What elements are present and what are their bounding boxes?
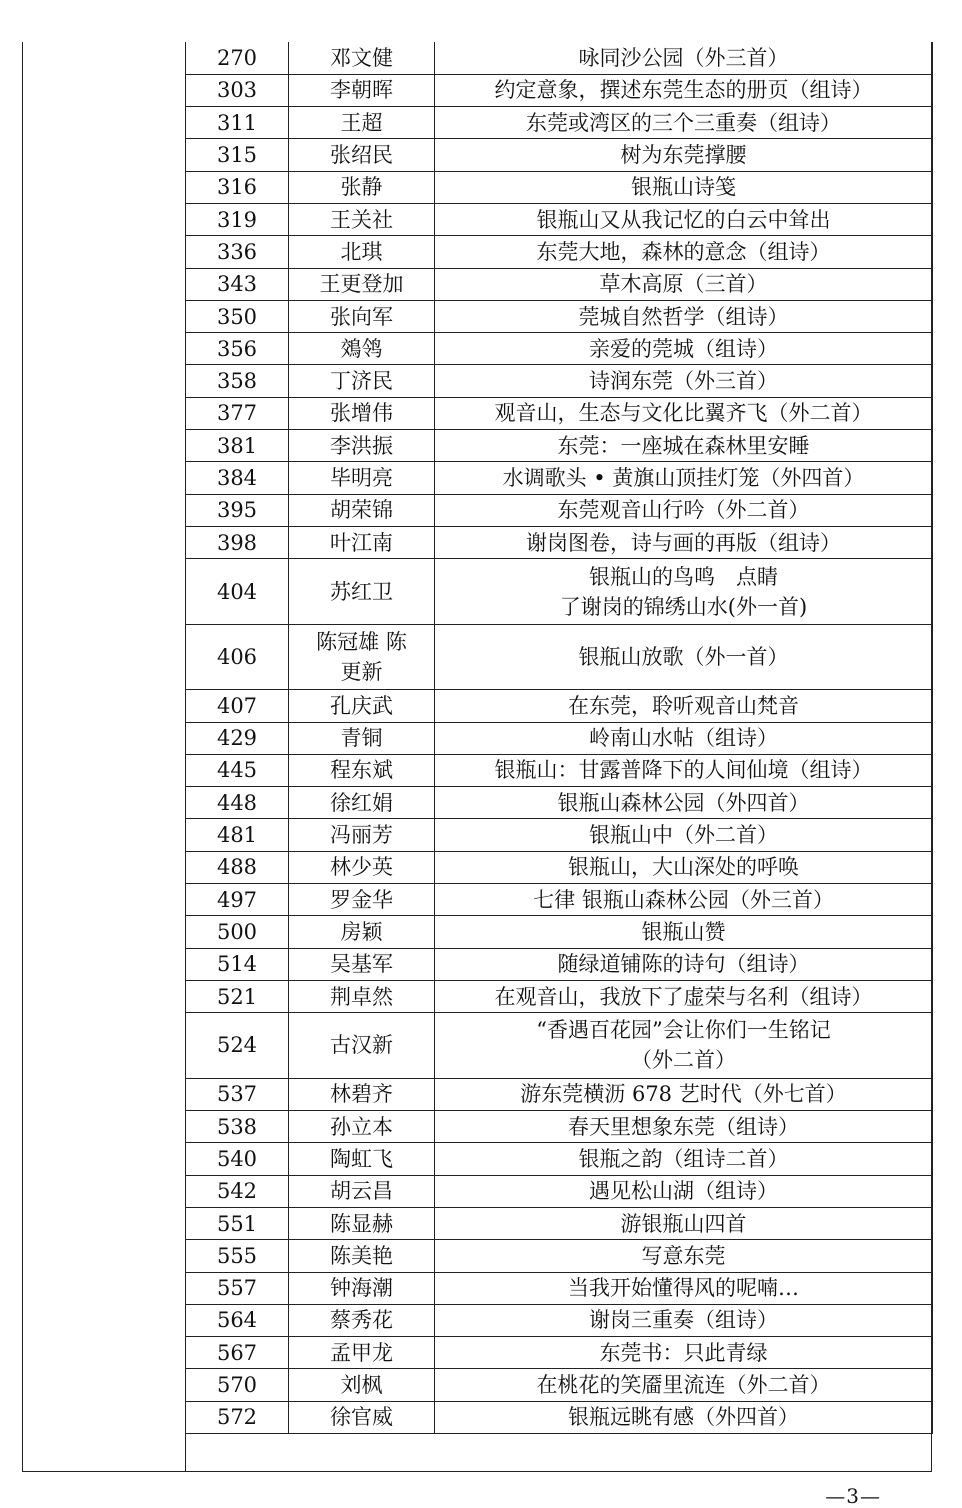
- work-title: [435, 1175, 933, 1207]
- table-row: [186, 365, 933, 397]
- work-title: [435, 787, 933, 819]
- author-name: [289, 1272, 435, 1304]
- author-name-text: 丁济民: [330, 369, 393, 394]
- entry-number-text: 497: [216, 887, 258, 912]
- author-name: [289, 494, 435, 526]
- entry-number-text: 384: [216, 466, 258, 490]
- table-row: [186, 690, 933, 722]
- table-row: [186, 1401, 933, 1433]
- work-title: [435, 884, 933, 916]
- author-name-text: 张向军: [330, 304, 393, 329]
- entry-number: [186, 268, 289, 300]
- work-title: [435, 139, 933, 171]
- work-title: [435, 1240, 933, 1272]
- work-title: [435, 74, 933, 106]
- entry-number-text: 315: [216, 143, 258, 168]
- entry-number: [186, 74, 289, 106]
- author-name-text: 王关社: [330, 207, 393, 232]
- entry-number-text: 381: [216, 433, 258, 458]
- work-title: [435, 430, 933, 462]
- entry-number-text: 500: [216, 919, 258, 944]
- work-title-text: 银瓶山，大山深处的呼唤: [568, 855, 799, 880]
- work-title-text: 东莞大地，森林的意念（组诗）: [536, 239, 831, 264]
- author-name-text: 张增伟: [330, 401, 393, 426]
- author-name: [289, 1401, 435, 1433]
- entry-number: [186, 916, 289, 948]
- author-name: [289, 1369, 435, 1401]
- entry-number-text: 488: [216, 855, 258, 880]
- entry-number: [186, 171, 289, 203]
- entry-number-text: 350: [216, 304, 258, 329]
- author-name-text: 陈冠雄 陈: [316, 630, 407, 654]
- author-name: [289, 1078, 435, 1110]
- author-name-text: 苏红卫: [330, 579, 393, 604]
- table-row: [186, 948, 933, 980]
- entry-number-text: 445: [216, 758, 258, 783]
- work-title: [435, 722, 933, 754]
- author-name: [289, 559, 435, 625]
- author-name-text: 鵁鸰: [340, 336, 383, 361]
- work-title: [435, 333, 933, 365]
- entry-number: [186, 624, 289, 690]
- author-name: [289, 333, 435, 365]
- entry-number: [186, 397, 289, 429]
- table-row: [186, 916, 933, 948]
- author-name: [289, 397, 435, 429]
- work-title-text: 游银瓶山四首: [620, 1211, 747, 1236]
- work-title-text: 了谢岗的锦绣山水(外一首): [559, 594, 808, 619]
- work-title: [435, 948, 933, 980]
- entry-number: [186, 1111, 289, 1143]
- table-row: [186, 430, 933, 462]
- author-name: [289, 526, 435, 558]
- work-title-text: 银瓶远眺有感（外四首）: [568, 1405, 799, 1430]
- entry-number: [186, 1013, 289, 1079]
- author-name: [289, 980, 435, 1012]
- table-row: [186, 333, 933, 365]
- entry-number-text: 448: [216, 790, 258, 815]
- table-row: [186, 1078, 933, 1110]
- table-row: [186, 236, 933, 268]
- entry-number-text: 555: [216, 1243, 258, 1268]
- entry-number: [186, 365, 289, 397]
- author-name: [289, 1175, 435, 1207]
- author-name-text: 刘枫: [340, 1373, 383, 1398]
- author-name-text: 孟甲龙: [330, 1340, 393, 1365]
- author-name-text: 吴基军: [330, 952, 393, 977]
- work-title: [435, 365, 933, 397]
- entries-table-body: [186, 42, 933, 1433]
- author-name-text: 邓文健: [330, 45, 393, 70]
- work-title: [435, 1207, 933, 1239]
- table-row: [186, 1369, 933, 1401]
- entry-number: [186, 1240, 289, 1272]
- work-title-text: 东莞或湾区的三个三重奏（组诗）: [526, 110, 841, 135]
- work-title-text: 岭南山水帖（组诗）: [589, 726, 778, 751]
- author-name-text: 徐红娟: [330, 790, 393, 815]
- table-row: [186, 1240, 933, 1272]
- entry-number: [186, 980, 289, 1012]
- entry-number-text: 429: [216, 726, 258, 751]
- work-title: [435, 1272, 933, 1304]
- author-name: [289, 948, 435, 980]
- work-title-text: 在观音山，我放下了虚荣与名利（组诗）: [494, 984, 873, 1009]
- work-title: [435, 42, 933, 74]
- work-title: [435, 1078, 933, 1110]
- author-name-text: 钟海潮: [330, 1276, 393, 1301]
- work-title: [435, 916, 933, 948]
- table-row: [186, 1337, 933, 1369]
- work-title-text: 观音山，生态与文化比翼齐飞（外二首）: [494, 401, 873, 426]
- table-row: [186, 1111, 933, 1143]
- entry-number-text: 538: [216, 1114, 258, 1139]
- entry-number: [186, 1207, 289, 1239]
- table-row: [186, 624, 933, 690]
- author-name: [289, 754, 435, 786]
- table-row: [186, 787, 933, 819]
- table-row: [186, 397, 933, 429]
- table-row: [186, 494, 933, 526]
- work-title-text: 东莞书：只此青绿: [599, 1340, 768, 1365]
- table-row: [186, 754, 933, 786]
- author-name: [289, 365, 435, 397]
- author-name: [289, 787, 435, 819]
- author-name: [289, 1111, 435, 1143]
- author-name-text: 古汉新: [330, 1033, 393, 1058]
- work-title-text: 银瓶之韵（组诗二首）: [578, 1146, 789, 1171]
- entry-number: [186, 559, 289, 625]
- table-row: [186, 139, 933, 171]
- author-name: [289, 624, 435, 690]
- table-row: [186, 462, 933, 494]
- entry-number: [186, 42, 289, 74]
- author-name-text: 徐官威: [330, 1405, 393, 1430]
- work-title: [435, 1337, 933, 1369]
- entry-number: [186, 1304, 289, 1336]
- entry-number-text: 557: [216, 1276, 258, 1301]
- author-name: [289, 462, 435, 494]
- entry-number: [186, 494, 289, 526]
- author-name: [289, 690, 435, 722]
- entry-number: [186, 526, 289, 558]
- work-title-text: 咏同沙公园（外三首）: [578, 45, 789, 70]
- work-title: [435, 107, 933, 139]
- page-number: —3—: [825, 1484, 881, 1508]
- entry-number-text: 398: [216, 530, 258, 555]
- entry-number: [186, 203, 289, 235]
- table-row: [186, 1272, 933, 1304]
- table-row: [186, 171, 933, 203]
- entry-number-text: 540: [216, 1146, 258, 1171]
- work-title: [435, 526, 933, 558]
- table-row: [186, 1143, 933, 1175]
- entry-number-text: 311: [216, 110, 258, 135]
- author-name: [289, 203, 435, 235]
- work-title-text: 谢岗图卷，诗与画的再版（组诗）: [526, 530, 841, 555]
- table-row: [186, 884, 933, 916]
- author-name: [289, 1337, 435, 1369]
- work-title-text: 银瓶山赞: [641, 919, 726, 944]
- table-row: [186, 268, 933, 300]
- author-name-text: 孙立本: [330, 1114, 393, 1139]
- work-title-text: 银瓶山又从我记忆的白云中耸出: [536, 207, 831, 232]
- table-row: [186, 1013, 933, 1079]
- author-name-text: 陈美艳: [330, 1243, 393, 1268]
- entry-number: [186, 333, 289, 365]
- work-title-text: 银瓶山中（外二首）: [589, 823, 778, 848]
- entry-number-text: 551: [216, 1211, 258, 1236]
- entry-number-text: 564: [216, 1308, 258, 1333]
- work-title: [435, 236, 933, 268]
- author-name: [289, 1304, 435, 1336]
- work-title: [435, 494, 933, 526]
- entry-number-text: 542: [216, 1179, 258, 1204]
- work-title-text: 随绿道铺陈的诗句（组诗）: [557, 952, 810, 977]
- entry-number: [186, 139, 289, 171]
- work-title: [435, 851, 933, 883]
- author-name-text: 张静: [340, 175, 383, 200]
- work-title: [435, 1111, 933, 1143]
- author-name: [289, 139, 435, 171]
- table-row: [186, 722, 933, 754]
- entry-number-text: 356: [216, 336, 258, 361]
- work-title-text: 游东莞横沥 678 艺时代（外七首）: [520, 1082, 847, 1107]
- work-title: [435, 203, 933, 235]
- author-name-text: 荆卓然: [330, 984, 393, 1009]
- author-name-text: 陈显赫: [330, 1211, 393, 1236]
- work-title-text: 水调歌头 • 黄旗山顶挂灯笼（外四首）: [502, 466, 865, 490]
- entry-number: [186, 107, 289, 139]
- work-title: [435, 268, 933, 300]
- entry-number-text: 270: [216, 45, 258, 70]
- work-title: [435, 1304, 933, 1336]
- work-title: [435, 754, 933, 786]
- merged-category-column: [22, 42, 186, 1472]
- author-name: [289, 300, 435, 332]
- author-name-text: 王更登加: [319, 272, 404, 297]
- entry-number: [186, 1078, 289, 1110]
- author-name-text: 北琪: [340, 239, 383, 264]
- author-name-text: 青铜: [340, 726, 383, 751]
- entry-number-text: 343: [216, 272, 258, 297]
- author-name-text: 胡荣锦: [330, 498, 393, 523]
- entry-number: [186, 1272, 289, 1304]
- table-row: [186, 559, 933, 625]
- author-name: [289, 1207, 435, 1239]
- work-title: [435, 300, 933, 332]
- work-title: [435, 1013, 933, 1079]
- table-row: [186, 819, 933, 851]
- entry-number-text: 395: [216, 498, 258, 523]
- table-row: [186, 1175, 933, 1207]
- author-name-text: 毕明亮: [330, 466, 393, 490]
- author-name: [289, 1143, 435, 1175]
- author-name-text: 陶虹飞: [330, 1146, 393, 1171]
- work-title-text: 当我开始懂得风的呢喃…: [568, 1276, 799, 1301]
- entry-number: [186, 948, 289, 980]
- work-title-text: 亲爱的莞城（组诗）: [589, 336, 778, 361]
- work-title-text: 银瓶山的鸟鸣 点睛: [589, 564, 778, 589]
- entry-number: [186, 300, 289, 332]
- entry-number: [186, 690, 289, 722]
- entry-number: [186, 884, 289, 916]
- table-row: [186, 42, 933, 74]
- work-title: [435, 1401, 933, 1433]
- entry-number: [186, 1337, 289, 1369]
- entry-number: [186, 236, 289, 268]
- entry-number: [186, 722, 289, 754]
- author-name: [289, 1240, 435, 1272]
- entry-number: [186, 1401, 289, 1433]
- table-row: [186, 1207, 933, 1239]
- entry-number: [186, 430, 289, 462]
- entry-number: [186, 851, 289, 883]
- work-title-text: 银瓶山森林公园（外四首）: [557, 790, 810, 815]
- table-row: [186, 851, 933, 883]
- author-name-text: 蔡秀花: [330, 1308, 393, 1333]
- work-title: [435, 690, 933, 722]
- entry-number-text: 537: [216, 1082, 258, 1107]
- work-title-text: 银瓶山放歌（外一首）: [578, 645, 789, 669]
- entry-number: [186, 462, 289, 494]
- author-name-text: 罗金华: [330, 887, 393, 912]
- author-name: [289, 1013, 435, 1079]
- work-title-text: 树为东莞撑腰: [620, 143, 747, 168]
- author-name-text: 冯丽芳: [330, 823, 393, 848]
- work-title-text: 莞城自然哲学（组诗）: [578, 304, 789, 329]
- author-name: [289, 430, 435, 462]
- author-name-text: 李朝晖: [330, 78, 393, 103]
- author-name-text: 李洪振: [330, 433, 393, 458]
- author-name-text: 王超: [340, 110, 383, 135]
- work-title: [435, 624, 933, 690]
- work-title: [435, 171, 933, 203]
- work-title-text: 东莞：一座城在森林里安睡: [557, 433, 810, 458]
- work-title-text: 银瓶山：甘露普降下的人间仙境（组诗）: [494, 758, 873, 783]
- author-name-text: 张绍民: [330, 143, 393, 168]
- author-name: [289, 884, 435, 916]
- author-name-text: 胡云昌: [330, 1179, 393, 1204]
- work-title-text: （外二首）: [631, 1048, 736, 1073]
- work-title-text: 写意东莞: [641, 1243, 726, 1268]
- table-row: [186, 107, 933, 139]
- entry-number: [186, 754, 289, 786]
- author-name: [289, 851, 435, 883]
- table-row: [186, 74, 933, 106]
- entry-number-text: 336: [216, 239, 258, 264]
- author-name-text: 林少英: [330, 855, 393, 880]
- entry-number-text: 358: [216, 369, 258, 394]
- entries-table: [185, 42, 933, 1434]
- entry-number-text: 319: [216, 207, 258, 232]
- author-name: [289, 819, 435, 851]
- entry-number-text: 514: [216, 952, 258, 977]
- table-row: [186, 203, 933, 235]
- author-name: [289, 236, 435, 268]
- author-name-text: 叶江南: [330, 530, 393, 555]
- entry-number: [186, 1175, 289, 1207]
- entry-number-text: 521: [216, 984, 258, 1009]
- work-title: [435, 819, 933, 851]
- work-title-text: 在桃花的笑靥里流连（外二首）: [536, 1373, 831, 1398]
- work-title-text: 银瓶山诗笺: [631, 175, 736, 200]
- entry-number-text: 316: [216, 175, 258, 200]
- entry-number-text: 570: [216, 1373, 258, 1398]
- entry-number-text: 567: [216, 1340, 258, 1365]
- work-title: [435, 1143, 933, 1175]
- author-name: [289, 268, 435, 300]
- author-name: [289, 74, 435, 106]
- author-name-text: 林碧齐: [330, 1082, 393, 1107]
- entry-number-text: 572: [216, 1405, 258, 1430]
- work-title: [435, 1369, 933, 1401]
- entry-number-text: 303: [216, 78, 258, 103]
- work-title-text: 诗润东莞（外三首）: [589, 369, 778, 394]
- work-title-text: 遇见松山湖（组诗）: [589, 1179, 778, 1204]
- work-title-text: 春天里想象东莞（组诗）: [568, 1114, 799, 1139]
- author-name: [289, 722, 435, 754]
- work-title-text: 草木高原（三首）: [599, 272, 768, 297]
- author-name-text: 程东斌: [330, 758, 393, 783]
- author-name-text: 孔庆武: [330, 693, 393, 718]
- author-name-text: 房颖: [340, 919, 383, 944]
- table-row: [186, 526, 933, 558]
- entry-number-text: 407: [216, 693, 258, 718]
- author-name: [289, 42, 435, 74]
- entry-number-text: 481: [216, 823, 258, 848]
- work-title-text: 约定意象，撰述东莞生态的册页（组诗）: [494, 78, 873, 103]
- work-title-text: 在东莞，聆听观音山梵音: [568, 693, 799, 718]
- work-title: [435, 462, 933, 494]
- entry-number: [186, 787, 289, 819]
- author-name: [289, 171, 435, 203]
- table-row: [186, 980, 933, 1012]
- entry-number-text: 404: [216, 579, 258, 604]
- work-title-text: 谢岗三重奏（组诗）: [589, 1308, 778, 1333]
- work-title-text: “香遇百花园”会让你们一生铭记: [536, 1018, 831, 1043]
- entry-number-text: 377: [216, 401, 258, 426]
- work-title: [435, 980, 933, 1012]
- entry-number-text: 524: [216, 1033, 258, 1058]
- table-row: [186, 1304, 933, 1336]
- entry-number-text: 406: [216, 645, 258, 669]
- author-name: [289, 107, 435, 139]
- work-title-text: 七律 银瓶山森林公园（外三首）: [533, 887, 834, 912]
- entry-number: [186, 819, 289, 851]
- author-name-text: 更新: [340, 660, 383, 684]
- entry-number: [186, 1143, 289, 1175]
- work-title-text: 东莞观音山行吟（外二首）: [557, 498, 810, 523]
- work-title: [435, 397, 933, 429]
- entry-number: [186, 1369, 289, 1401]
- work-title: [435, 559, 933, 625]
- table-row: [186, 300, 933, 332]
- author-name: [289, 916, 435, 948]
